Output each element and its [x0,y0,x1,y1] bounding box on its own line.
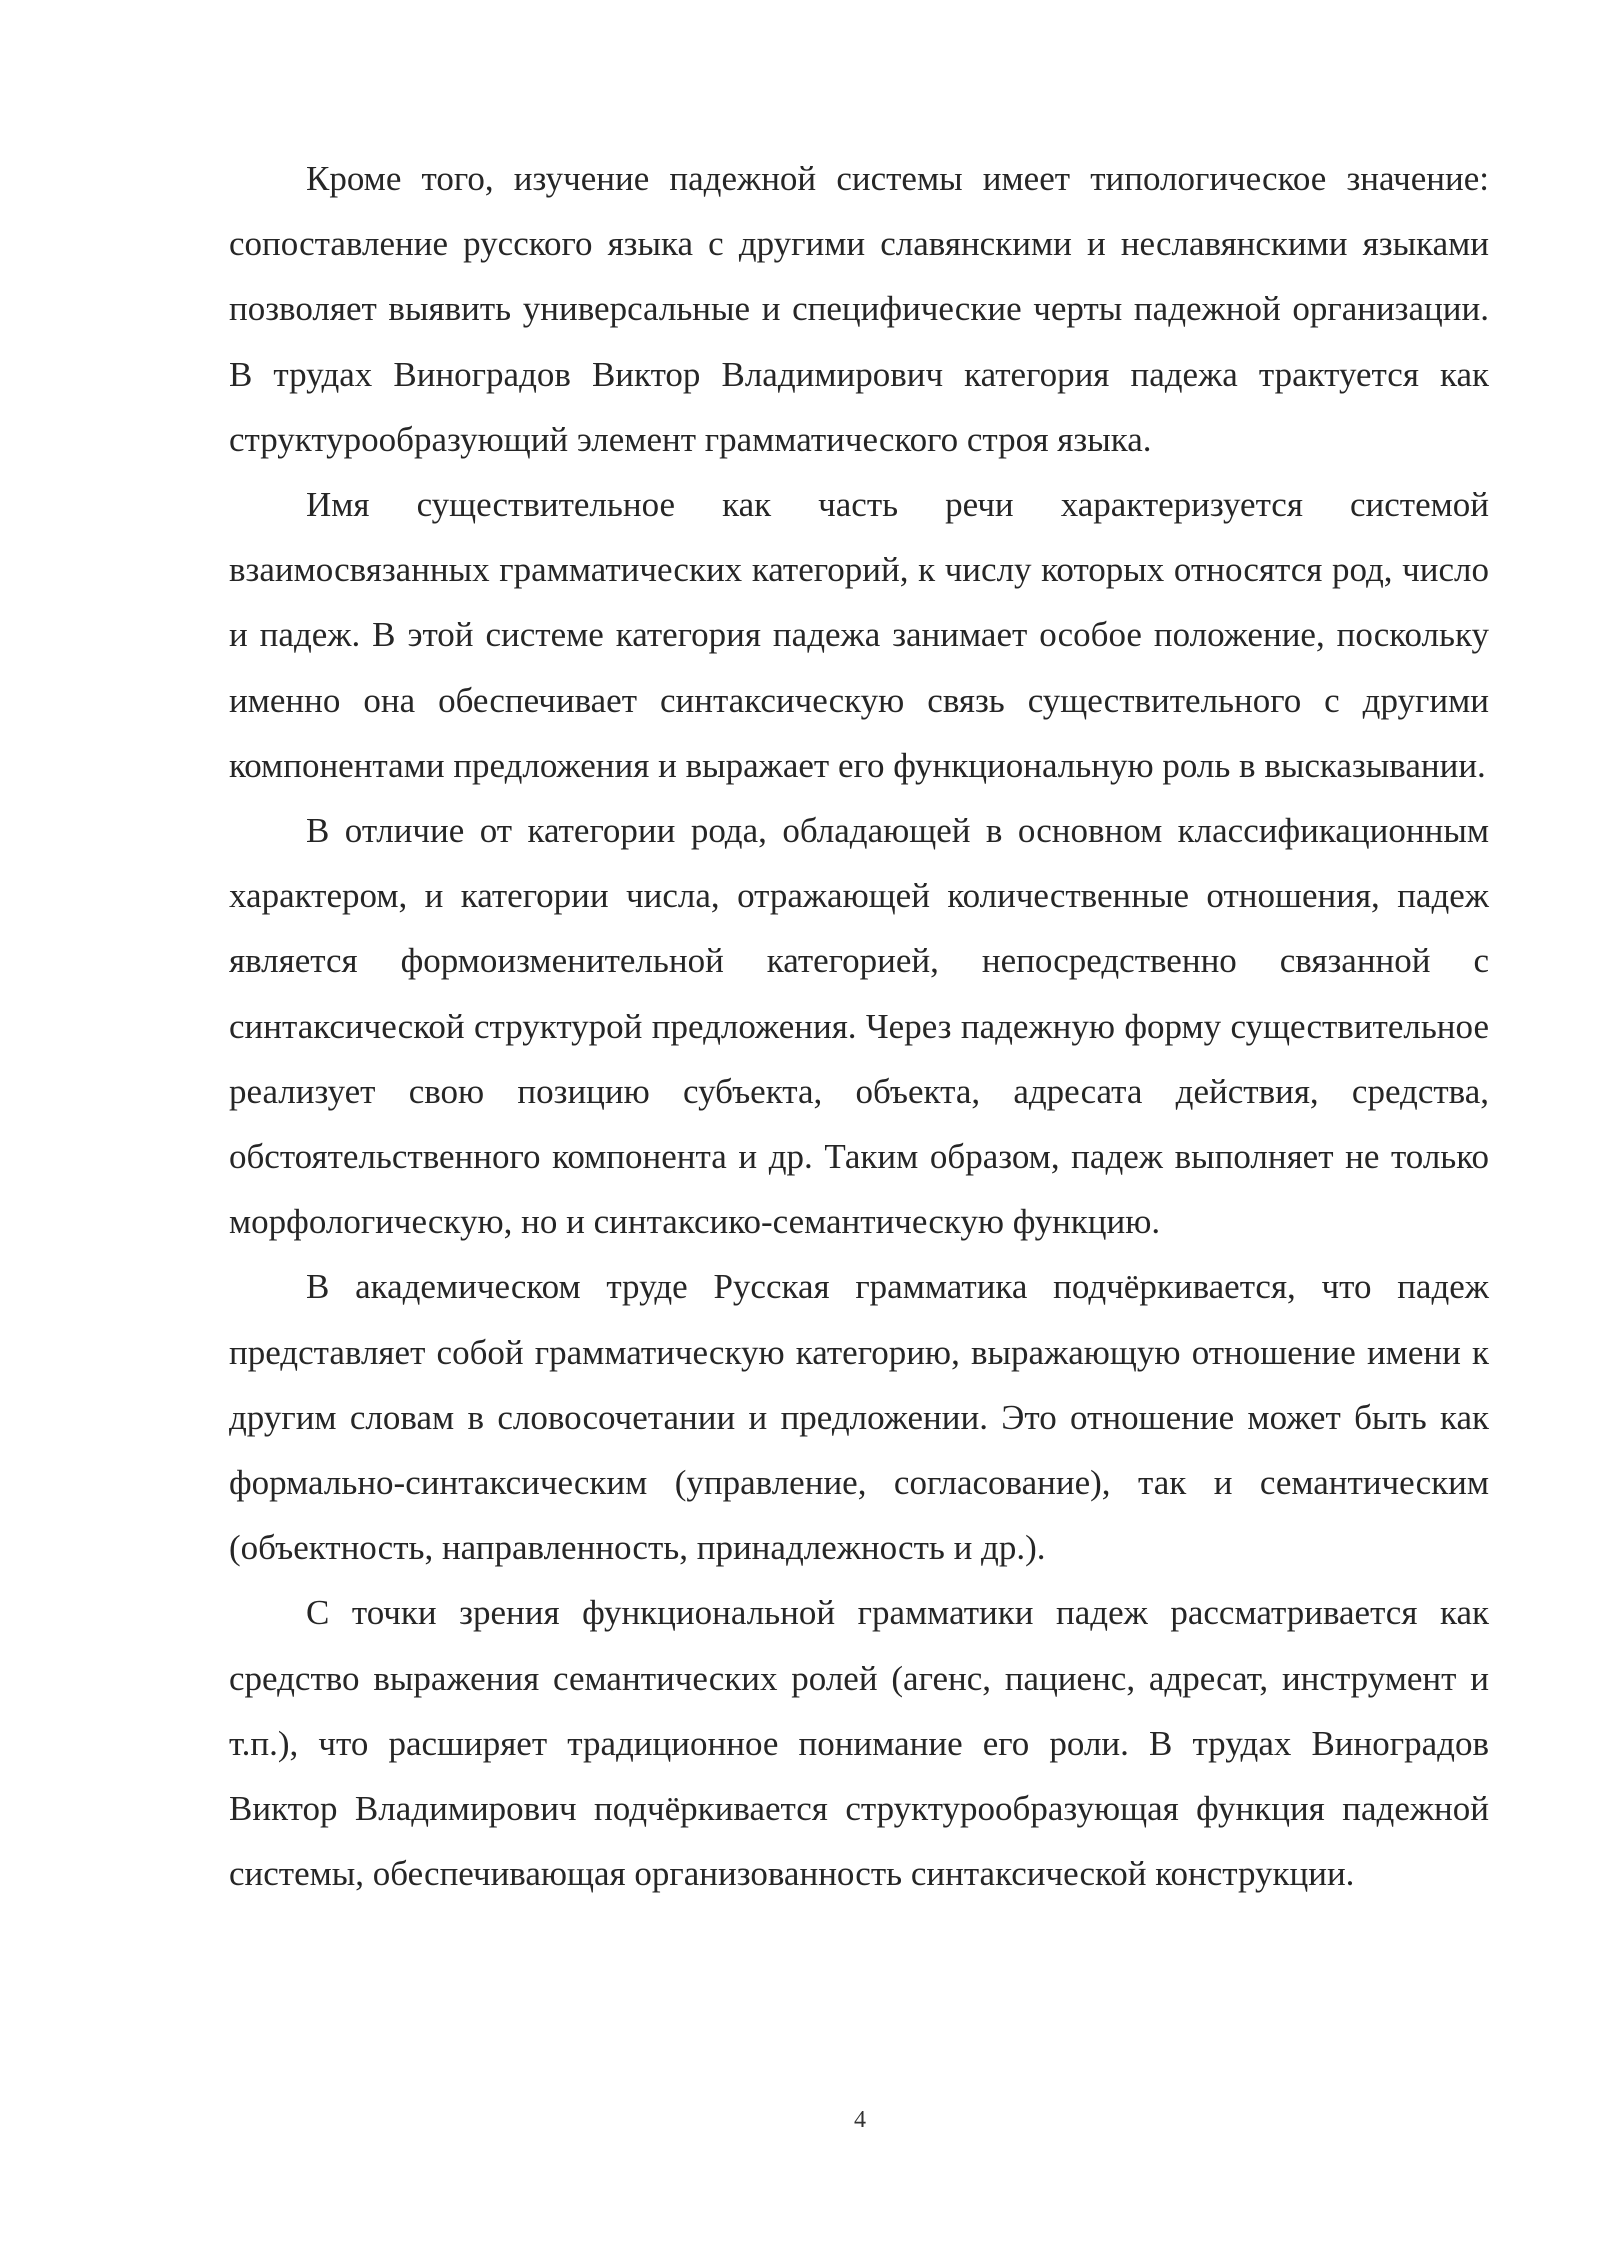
paragraph-typological-significance: Кроме того, изучение падежной системы имеет типологическое значение: сопоставление русского языка с другими славянскими и неславянскими языками позволяет выявить универсальные и специфические черты падежной организации. В трудах Виноградов Виктор Владимирович категория падежа трактуется как структурообразующий элемент грамматического строя языка. [229,159,1489,459]
paragraph-russian-grammar: В академическом труде Русская грамматика подчёркивается, что падеж представляет собой грамматическую категорию, выражающую отношение имени к другим словам в словосочетании и предложении. Это отношение может быть как формально-синтаксическим (управление, согласование), так и семантическим (объектность, направленность, принадлежность и др.). [229,1267,1489,1568]
page-number: 4 [854,2107,866,2133]
paragraph-case-vs-gender-number: В отличие от категории рода, обладающей в основном классификационным характером, и категории числа, отражающей количественные отношения, падеж является формоизменительной категорией, непосредственно связанной с синтаксической структурой предложения. Через падежную форму существительное реализует свою позицию субъекта, объекта, адресата действия, средства, обстоятельственного компонента и др. Таким образом, падеж выполняет не только морфологическую, но и синтаксико-семантическую функцию. [229,811,1489,1242]
body-text [229,146,1489,1906]
paragraph-noun-categories: Имя существительное как часть речи характеризуется системой взаимосвязанных грамматических категорий, к числу которых относятся род, число и падеж. В этой системе категория падежа занимает особое положение, поскольку именно она обеспечивает синтаксическую связь существительного с другими компонентами предложения и выражает его функциональную роль в высказывании. [229,485,1489,785]
paragraph-functional-grammar: С точки зрения функциональной грамматики падеж рассматривается как средство выражения семантических ролей (агенс, пациенс, адресат, инструмент и т.п.), что расширяет традиционное понимание его роли. В трудах Виноградов Виктор Владимирович подчёркивается структурообразующая функция падежной системы, обеспечивающая организованность синтаксической конструкции. [229,1593,1489,1894]
